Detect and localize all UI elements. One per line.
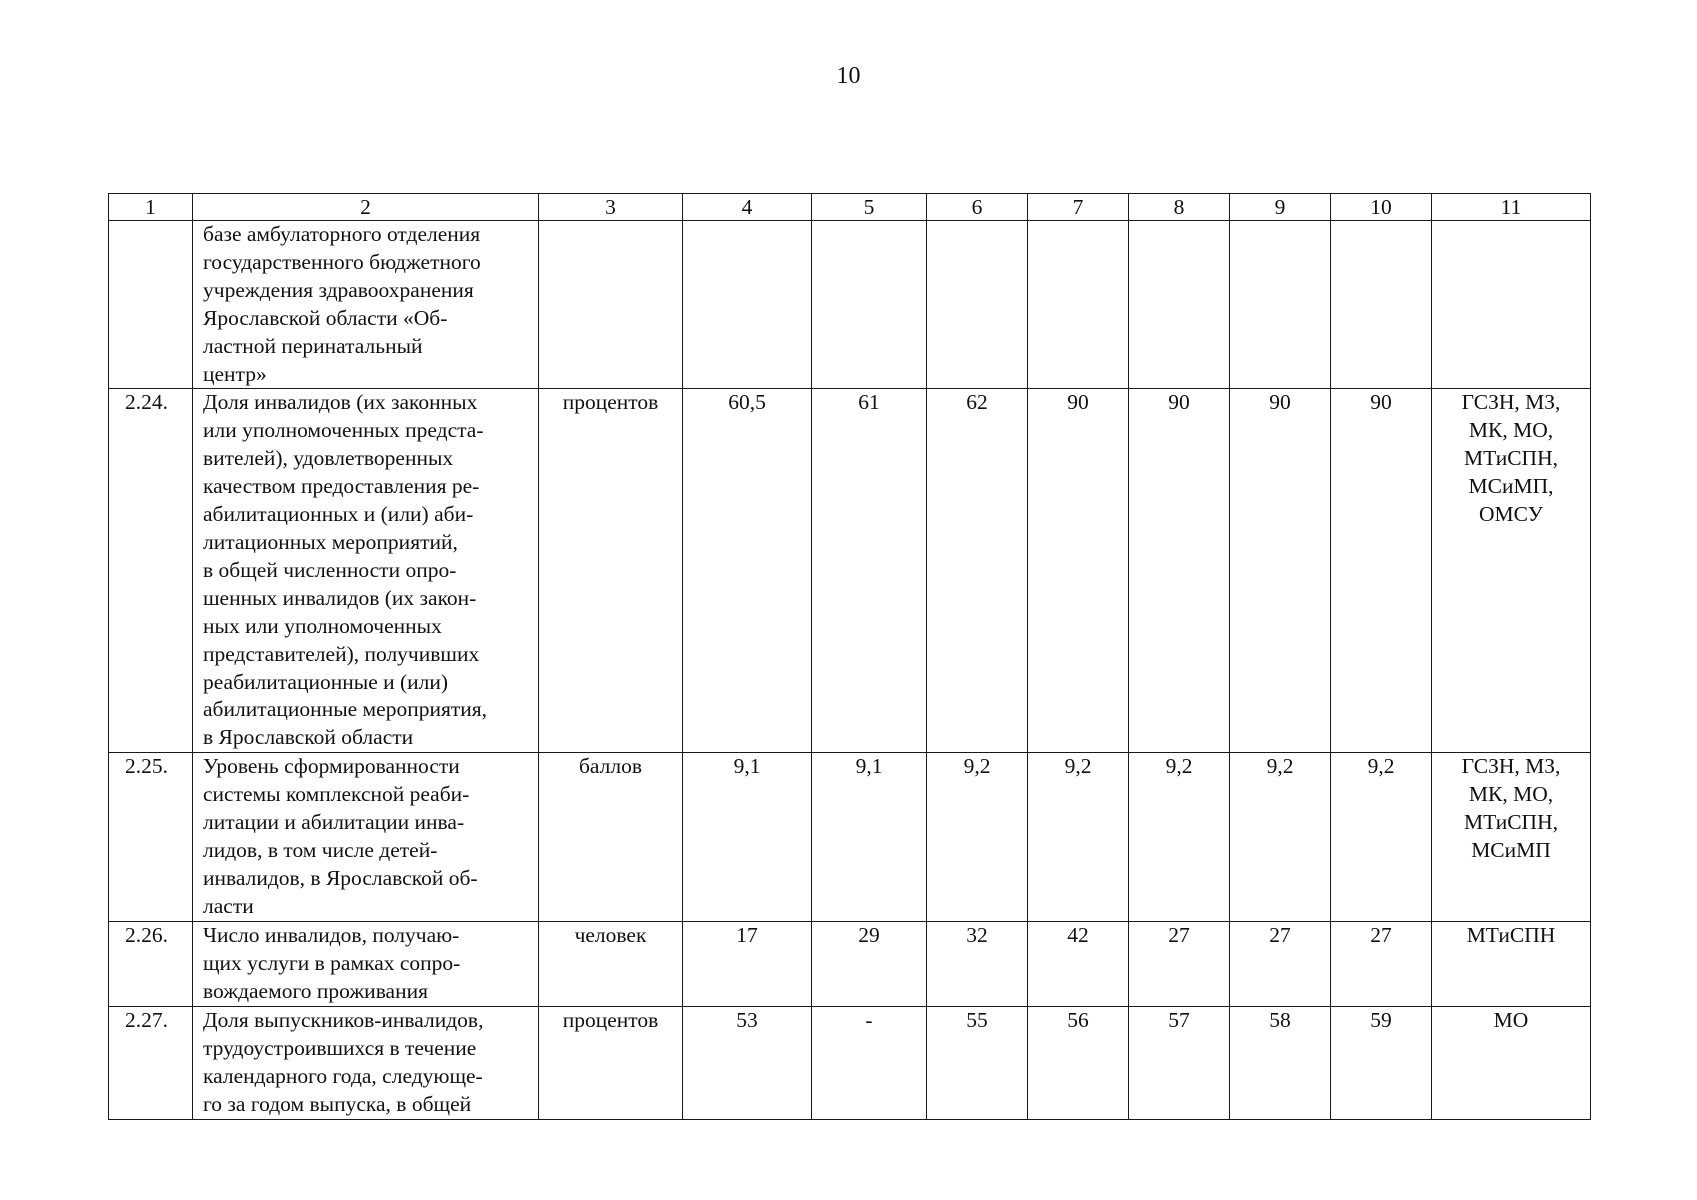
value-cell: 27 [1331, 922, 1432, 1007]
value-cell: 9,1 [812, 753, 927, 922]
value-cell: 29 [812, 922, 927, 1007]
unit-cell: баллов [539, 753, 683, 922]
indicator-name-line: Уровень сформированности [203, 754, 460, 779]
unit-cell: процентов [539, 1007, 683, 1120]
value-cell [812, 221, 927, 389]
indicator-name-line: календарного года, следующе- [203, 1063, 483, 1088]
indicator-name-line: ластной перинатальный [203, 333, 423, 358]
executor-line: МО [1493, 1008, 1529, 1033]
value-cell: 59 [1331, 1007, 1432, 1120]
value-cell [683, 221, 812, 389]
executor-line: МСиМП [1471, 838, 1551, 863]
executor-line: МТиСПН [1466, 923, 1556, 948]
indicator-name-line: центр» [203, 361, 267, 386]
executor-line: МК, МО, [1468, 782, 1554, 807]
indicator-name [193, 922, 539, 1007]
value-cell: 27 [1230, 922, 1331, 1007]
value-cell [1129, 221, 1230, 389]
unit-cell: процентов [539, 389, 683, 753]
table-row [109, 221, 1591, 389]
value-cell: 90 [1230, 389, 1331, 753]
indicator-name-line: государственного бюджетного [203, 249, 481, 274]
column-header: 11 [1432, 194, 1591, 221]
unit-cell: человек [539, 922, 683, 1007]
indicator-name [193, 389, 539, 753]
executor-cell [1432, 1007, 1591, 1120]
indicator-name-line: абилитационных и (или) аби- [203, 502, 474, 527]
value-cell: 61 [812, 389, 927, 753]
value-cell: 42 [1028, 922, 1129, 1007]
row-number: 2.26. [109, 922, 193, 1007]
executor-cell [1432, 922, 1591, 1007]
value-cell: - [812, 1007, 927, 1120]
value-cell: 27 [1129, 922, 1230, 1007]
unit-cell [539, 221, 683, 389]
column-header: 5 [812, 194, 927, 221]
row-number [109, 221, 193, 389]
indicator-name-line: Число инвалидов, получаю- [203, 923, 460, 948]
page-number: 10 [836, 63, 861, 89]
row-number: 2.27. [109, 1007, 193, 1120]
executor-cell [1432, 753, 1591, 922]
executor-line: ГСЗН, МЗ, [1461, 754, 1561, 779]
indicator-name-line: абилитационные мероприятия, [203, 697, 488, 722]
value-cell: 90 [1331, 389, 1432, 753]
executor-cell [1432, 389, 1591, 753]
table-header-row [109, 194, 1591, 221]
value-cell: 90 [1129, 389, 1230, 753]
indicator-name-line: литации и абилитации инва- [203, 810, 465, 835]
value-cell: 9,2 [1129, 753, 1230, 922]
indicator-name [193, 753, 539, 922]
indicator-name-line: Доля выпускников-инвалидов, [203, 1008, 484, 1033]
value-cell [1028, 221, 1129, 389]
column-header: 7 [1028, 194, 1129, 221]
indicator-name-line: лидов, в том числе детей- [203, 838, 438, 863]
indicator-name-line: в Ярославской области [203, 725, 414, 750]
indicator-name-line: литационных мероприятий, [203, 529, 458, 554]
value-cell: 90 [1028, 389, 1129, 753]
indicator-name-line: учреждения здравоохранения [203, 277, 474, 302]
value-cell [1230, 221, 1331, 389]
indicator-name [193, 221, 539, 389]
value-cell [1331, 221, 1432, 389]
column-header: 8 [1129, 194, 1230, 221]
row-number: 2.25. [109, 753, 193, 922]
column-header: 9 [1230, 194, 1331, 221]
table-row [109, 389, 1591, 753]
indicator-name-line: трудоустроившихся в течение [203, 1036, 477, 1061]
value-cell: 57 [1129, 1007, 1230, 1120]
column-header: 4 [683, 194, 812, 221]
executor-line: МТиСПН, [1464, 446, 1558, 471]
executor-line: ОМСУ [1479, 502, 1543, 527]
indicator-name-line: или уполномоченных предста- [203, 418, 484, 443]
column-header: 10 [1331, 194, 1432, 221]
indicator-name-line: системы комплексной реаби- [203, 782, 470, 807]
value-cell: 60,5 [683, 389, 812, 753]
row-number: 2.24. [109, 389, 193, 753]
value-cell: 53 [683, 1007, 812, 1120]
table-row [109, 922, 1591, 1007]
indicator-name-line: в общей численности опро- [203, 557, 457, 582]
indicator-name-line: Доля инвалидов (их законных [203, 390, 478, 415]
indicator-name-line: щих услуги в рамках сопро- [203, 951, 461, 976]
indicator-name-line: ласти [203, 893, 254, 918]
table-row [109, 1007, 1591, 1120]
indicator-name-line: качеством предоставления ре- [203, 474, 480, 499]
table-row [109, 753, 1591, 922]
value-cell: 32 [927, 922, 1028, 1007]
executor-line: МК, МО, [1468, 418, 1554, 443]
indicator-name-line: вождаемого проживания [203, 979, 429, 1004]
indicators-table [108, 193, 1591, 1120]
value-cell: 9,2 [1331, 753, 1432, 922]
value-cell: 62 [927, 389, 1028, 753]
column-header: 2 [193, 194, 539, 221]
indicator-name-line: го за годом выпуска, в общей [203, 1091, 472, 1116]
value-cell: 55 [927, 1007, 1028, 1120]
value-cell: 17 [683, 922, 812, 1007]
value-cell: 58 [1230, 1007, 1331, 1120]
value-cell: 9,2 [927, 753, 1028, 922]
indicator-name-line: представителей), получивших [203, 641, 480, 666]
executor-cell [1432, 221, 1591, 389]
column-header: 1 [109, 194, 193, 221]
executor-line: МТиСПН, [1464, 810, 1558, 835]
indicator-name-line: шенных инвалидов (их закон- [203, 585, 477, 610]
value-cell: 9,2 [1230, 753, 1331, 922]
indicator-name-line: вителей), удовлетворенных [203, 446, 454, 471]
column-header: 6 [927, 194, 1028, 221]
indicator-name [193, 1007, 539, 1120]
value-cell [927, 221, 1028, 389]
indicator-name-line: ных или уполномоченных [203, 613, 442, 638]
indicator-name-line: реабилитационные и (или) [203, 669, 449, 694]
column-header: 3 [539, 194, 683, 221]
value-cell: 56 [1028, 1007, 1129, 1120]
indicator-name-line: базе амбулаторного отделения [203, 222, 481, 246]
indicator-name-line: Ярославской области «Об- [203, 305, 448, 330]
executor-line: МСиМП, [1468, 474, 1554, 499]
value-cell: 9,2 [1028, 753, 1129, 922]
value-cell: 9,1 [683, 753, 812, 922]
executor-line: ГСЗН, МЗ, [1461, 390, 1561, 415]
indicator-name-line: инвалидов, в Ярославской об- [203, 866, 478, 891]
